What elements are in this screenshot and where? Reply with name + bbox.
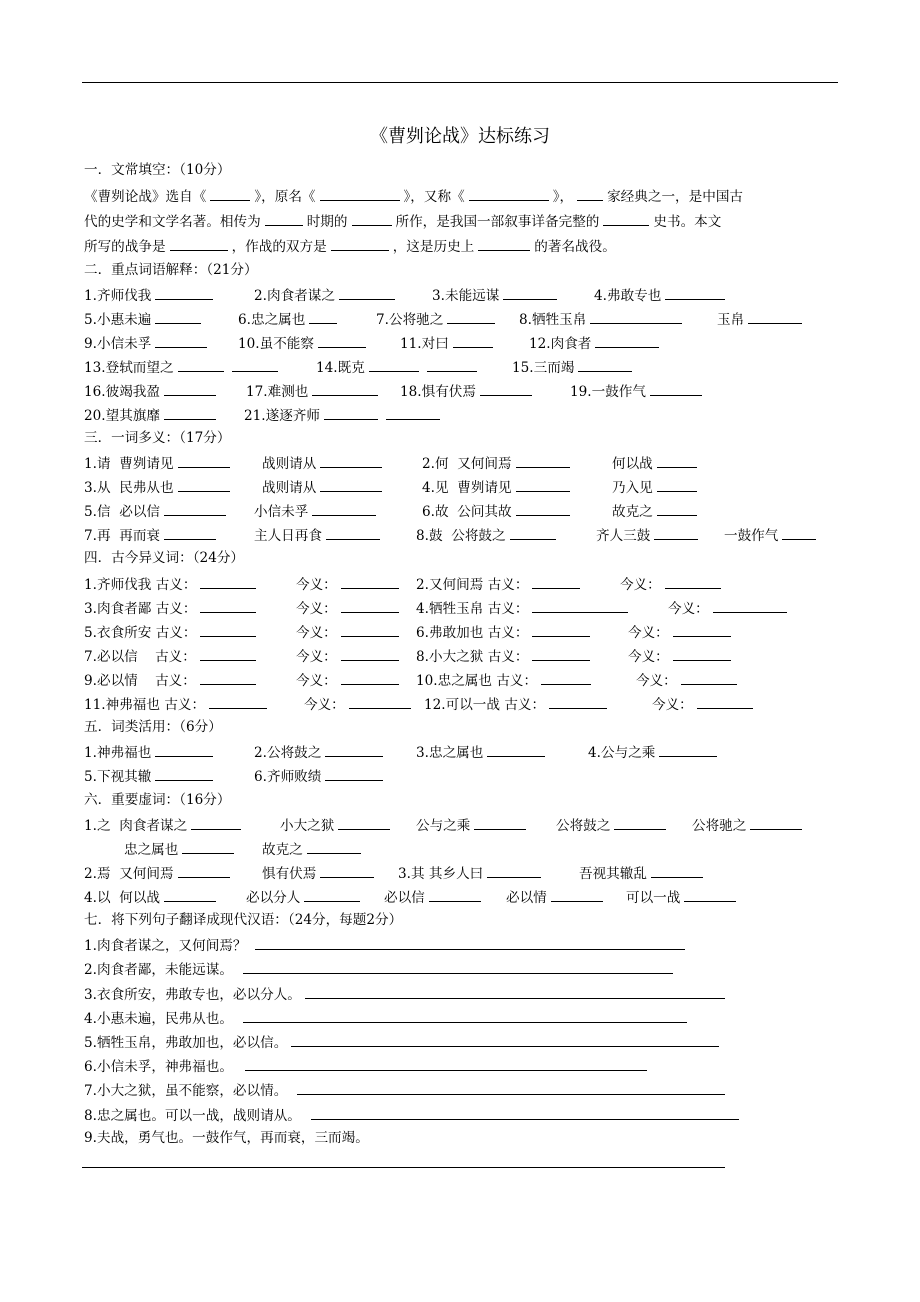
answer-blank[interactable] <box>297 1079 725 1095</box>
answer-blank[interactable] <box>427 356 477 372</box>
answer-blank[interactable] <box>697 693 753 709</box>
answer-blank[interactable] <box>178 356 224 372</box>
answer-blank[interactable] <box>750 814 802 830</box>
answer-blank[interactable] <box>650 380 702 396</box>
answer-blank[interactable] <box>338 814 390 830</box>
answer-blank[interactable] <box>243 1007 687 1023</box>
answer-blank[interactable] <box>178 862 230 878</box>
answer-blank[interactable] <box>339 284 395 300</box>
answer-blank[interactable] <box>341 573 399 589</box>
answer-blank[interactable] <box>304 886 360 902</box>
answer-blank[interactable] <box>590 308 682 324</box>
section-4-heading: 四．古今异义词：（24分） <box>84 550 245 566</box>
answer-blank[interactable] <box>673 621 731 637</box>
answer-blank[interactable] <box>209 693 267 709</box>
s7-row: 3.衣食所安，弗敢专也，必以分人。 <box>84 983 729 1005</box>
answer-blank[interactable] <box>469 185 549 201</box>
section-7-heading: 七．将下列句子翻译成现代汉语：（24分，每题2分） <box>84 912 403 928</box>
answer-blank[interactable] <box>255 934 685 950</box>
answer-blank[interactable] <box>551 886 603 902</box>
section-2-heading: 二．重点词语解释：（21分） <box>84 262 258 278</box>
answer-blank[interactable] <box>516 500 570 516</box>
answer-blank[interactable] <box>429 886 481 902</box>
top-rule <box>82 82 838 83</box>
answer-blank[interactable] <box>178 476 230 492</box>
answer-blank[interactable] <box>614 814 666 830</box>
answer-blank[interactable] <box>665 284 725 300</box>
answer-blank[interactable] <box>331 235 389 251</box>
answer-blank[interactable] <box>577 185 603 201</box>
answer-blank[interactable] <box>164 886 216 902</box>
section-1-heading: 一．文常填空：（10分） <box>84 162 231 178</box>
answer-blank[interactable] <box>210 185 250 201</box>
answer-blank[interactable] <box>386 404 440 420</box>
answer-line[interactable] <box>82 1167 725 1168</box>
answer-blank[interactable] <box>164 500 226 516</box>
answer-blank[interactable] <box>155 308 201 324</box>
answer-blank[interactable] <box>516 452 570 468</box>
answer-blank[interactable] <box>312 380 378 396</box>
answer-blank[interactable] <box>155 332 207 348</box>
answer-blank[interactable] <box>326 524 380 540</box>
s1-paragraph-line-1: 《曹刿论战》选自《 》，原名《 》，又称《 》， 家经典之一，是中国古 <box>84 185 743 207</box>
answer-blank[interactable] <box>480 380 532 396</box>
answer-blank[interactable] <box>657 476 697 492</box>
answer-blank[interactable] <box>312 500 376 516</box>
s7-row: 1.肉食者谋之，又何间焉？ <box>84 934 689 956</box>
answer-blank[interactable] <box>659 741 717 757</box>
answer-blank[interactable] <box>170 235 228 251</box>
answer-blank[interactable] <box>549 693 607 709</box>
answer-blank[interactable] <box>232 356 278 372</box>
answer-blank[interactable] <box>595 332 659 348</box>
answer-blank[interactable] <box>200 645 256 661</box>
answer-blank[interactable] <box>164 380 216 396</box>
answer-blank[interactable] <box>200 573 256 589</box>
answer-blank[interactable] <box>657 500 697 516</box>
answer-blank[interactable] <box>651 862 703 878</box>
answer-blank[interactable] <box>307 838 361 854</box>
answer-blank[interactable] <box>311 1104 739 1120</box>
answer-blank[interactable] <box>325 741 383 757</box>
answer-blank[interactable] <box>532 621 590 637</box>
answer-blank[interactable] <box>318 332 366 348</box>
answer-blank[interactable] <box>510 524 556 540</box>
answer-blank[interactable] <box>673 645 731 661</box>
answer-blank[interactable] <box>713 597 787 613</box>
answer-blank[interactable] <box>665 573 721 589</box>
answer-blank[interactable] <box>503 284 557 300</box>
section-3-heading: 三．一词多义：（17分） <box>84 430 231 446</box>
answer-blank[interactable] <box>341 597 399 613</box>
answer-blank[interactable] <box>305 983 725 999</box>
answer-blank[interactable] <box>243 958 673 974</box>
answer-blank[interactable] <box>487 862 541 878</box>
answer-blank[interactable] <box>532 645 590 661</box>
answer-blank[interactable] <box>191 814 241 830</box>
answer-blank[interactable] <box>487 741 545 757</box>
s1-paragraph-line-2: 代的史学和文学名著。相传为 时期的 所作，是我国一部叙事详备完整的 史书。本文 <box>84 210 721 232</box>
answer-blank[interactable] <box>291 1031 719 1047</box>
answer-blank[interactable] <box>200 669 256 685</box>
answer-blank[interactable] <box>603 210 649 226</box>
answer-blank[interactable] <box>748 308 802 324</box>
answer-blank[interactable] <box>341 621 399 637</box>
page-title: 《曹刿论战》达标练习 <box>370 126 550 147</box>
s1-paragraph-line-3: 所写的战争是 ，作战的双方是 ，这是历史上 的著名战役。 <box>84 235 616 257</box>
answer-blank[interactable] <box>164 404 216 420</box>
answer-blank[interactable] <box>349 693 411 709</box>
answer-blank[interactable] <box>320 476 382 492</box>
answer-blank[interactable] <box>447 308 495 324</box>
answer-blank[interactable] <box>320 185 400 201</box>
s7-row: 5.牺牲玉帛，弗敢加也，必以信。 <box>84 1031 723 1053</box>
answer-blank[interactable] <box>325 765 383 781</box>
answer-blank[interactable] <box>369 356 419 372</box>
answer-blank[interactable] <box>541 669 591 685</box>
s7-row: 7.小大之狱，虽不能察，必以情。 <box>84 1079 729 1101</box>
answer-blank[interactable] <box>155 765 213 781</box>
answer-blank[interactable] <box>341 669 399 685</box>
answer-blank[interactable] <box>178 452 230 468</box>
s7-row: 2.肉食者鄙，未能远谋。 <box>84 958 677 980</box>
answer-blank[interactable] <box>532 597 628 613</box>
answer-blank[interactable] <box>578 356 632 372</box>
answer-blank[interactable] <box>164 524 216 540</box>
section-6-heading: 六．重要虚词：（16分） <box>84 792 231 808</box>
answer-blank[interactable] <box>681 669 737 685</box>
answer-blank[interactable] <box>309 308 337 324</box>
answer-blank[interactable] <box>478 235 530 251</box>
answer-blank[interactable] <box>155 284 213 300</box>
answer-blank[interactable] <box>245 1055 647 1071</box>
answer-blank[interactable] <box>200 621 256 637</box>
answer-blank[interactable] <box>474 814 526 830</box>
answer-blank[interactable] <box>200 597 256 613</box>
s7-row: 9.夫战，勇气也。一鼓作气，再而衰，三而竭。 <box>84 1130 369 1146</box>
answer-blank[interactable] <box>182 838 234 854</box>
answer-blank[interactable] <box>320 452 382 468</box>
answer-blank[interactable] <box>782 524 816 540</box>
section-5-heading: 五．词类活用：（6分） <box>84 719 222 735</box>
answer-blank[interactable] <box>684 886 736 902</box>
answer-blank[interactable] <box>532 573 580 589</box>
s7-row: 4.小惠未遍，民弗从也。 <box>84 1007 691 1029</box>
answer-blank[interactable] <box>657 452 697 468</box>
answer-blank[interactable] <box>654 524 698 540</box>
answer-blank[interactable] <box>320 862 374 878</box>
answer-blank[interactable] <box>324 404 378 420</box>
answer-blank[interactable] <box>155 741 213 757</box>
answer-blank[interactable] <box>265 210 303 226</box>
s7-row: 8.忠之属也。可以一战，战则请从。 <box>84 1104 743 1126</box>
s7-row: 6.小信未孚，神弗福也。 <box>84 1055 651 1077</box>
answer-blank[interactable] <box>352 210 392 226</box>
answer-blank[interactable] <box>341 645 399 661</box>
answer-blank[interactable] <box>516 476 570 492</box>
answer-blank[interactable] <box>453 332 493 348</box>
